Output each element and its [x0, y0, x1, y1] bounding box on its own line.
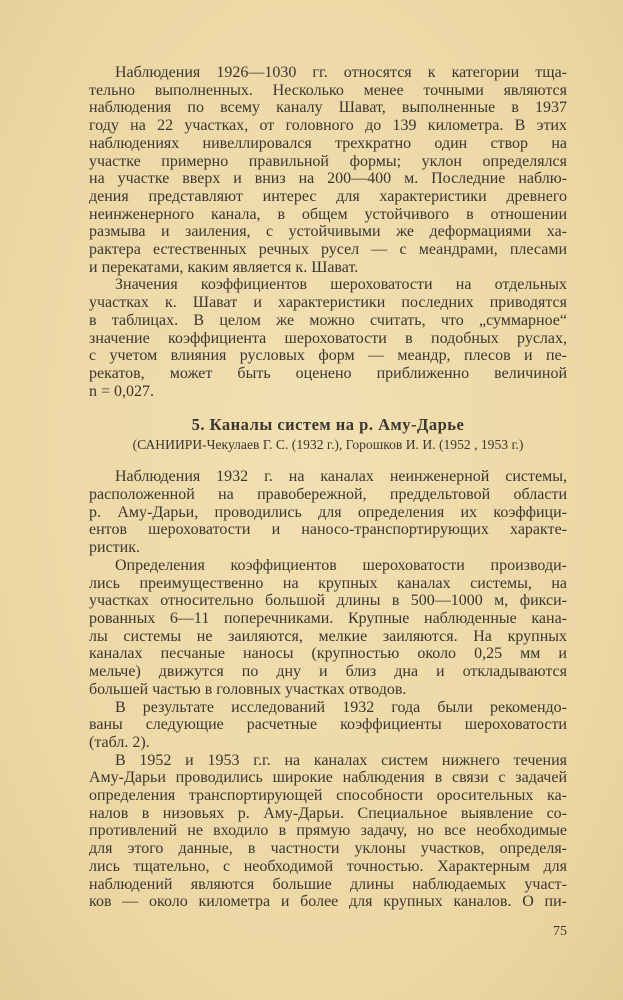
text-line: Наблюдения 1932 г. на каналах неинженерной системы,: [115, 468, 567, 486]
paragraph: [89, 699, 567, 752]
text-line: для этого данные, в частности уклоны участков, определя-: [89, 840, 567, 858]
text-line: на участке вверх и вниз на 200—400 м. Последние наблю-: [89, 170, 567, 188]
text-line: и перекатами, каким является к. Шават.: [89, 258, 359, 276]
text-line: В 1952 и 1953 г.г. на каналах систем нижнего течения: [115, 751, 567, 769]
text-line: определения транспортирующей способности оросительных ка-: [89, 787, 567, 805]
text-line: лись преимущественно на крупных каналах системы, на: [89, 574, 567, 592]
paragraph: [89, 752, 567, 911]
text-line: ков — около километра и более для крупных каналов. О пи-: [89, 893, 567, 911]
text-line: неинженерного канала, в общем устойчивого в отношении: [89, 205, 567, 223]
text-line: значение коэффициента шероховатости в подобных руслах,: [89, 329, 567, 347]
text-line: Определения коэффициентов шероховатости производи-: [115, 556, 567, 574]
text-line: рактера естественных речных русел — с меандрами, плесами: [89, 241, 567, 259]
text-line: участках относительно большой длины в 500—1000 м, фикси-: [89, 592, 567, 610]
text-column: [89, 64, 567, 941]
text-line: каналах песчаные наносы (крупностью около 0,25 мм и: [89, 645, 567, 663]
text-line: рованных 6—11 поперечниками. Крупные наблюденные кана-: [89, 609, 567, 627]
paragraph: [89, 64, 567, 276]
paragraph: [89, 468, 567, 557]
text-line: наблюдения по всему каналу Шават, выполненные в 1937: [89, 99, 567, 117]
text-line: наблюдениях нивеллировался трехкратно один створ на: [89, 134, 567, 152]
text-line: размыва и заиления, с устойчивыми же деформациями ха-: [89, 223, 567, 241]
section-heading: 5. Каналы систем на р. Аму-Дарье: [191, 415, 465, 435]
paragraph: [89, 557, 567, 699]
text-line: Значения коэффициентов шероховатости на отдельных: [115, 276, 567, 294]
text-line: в таблицах. В целом же можно считать, что „суммарное“: [89, 311, 567, 329]
text-line: году на 22 участках, от головного до 139 километра. В этих: [89, 117, 567, 135]
text-line: дения представляют интерес для характеристики древнего: [89, 187, 567, 205]
text-line: мельче) движутся по дну и близ дна и откладываются: [89, 663, 567, 681]
section-subtitle: (САНИИРИ-Чекулаев Г. С. (1932 г.), Горошков И. И. (1952 , 1953 г.): [132, 437, 524, 453]
text-line: ентов шероховатости и наносо-транспортирующих характе-: [89, 521, 567, 539]
text-line: противлений не входило в прямую задачу, но все необходимые: [89, 822, 567, 840]
text-line: с учетом влияния русловых форм — меандр, плесов и пе-: [89, 347, 567, 365]
text-line: большей частью в головных участках отводов.: [89, 680, 407, 698]
text-line: участках к. Шават и характеристики последних приводятся: [89, 294, 567, 312]
text-line: расположенной на правобережной, преддельтовой области: [89, 486, 567, 504]
text-line: ваны следующие расчетные коэффициенты шероховатости: [89, 716, 567, 734]
text-line: р. Аму-Дарьи, проводились для определения их коэффици-: [89, 503, 567, 521]
text-line: тельно выполненных. Несколько менее точными являются: [89, 81, 567, 99]
text-line: В результате исследований 1932 года были рекомендо-: [115, 698, 567, 716]
text-line: лы системы не заиляются, мелкие заиляются. На крупных: [89, 627, 567, 645]
text-line: Наблюдения 1926—1030 гг. относятся к категории тща-: [115, 64, 567, 81]
text-line: n = 0,027.: [89, 382, 155, 400]
text-line: налов в низовьях р. Аму-Дарьи. Специальное выявление со-: [89, 804, 567, 822]
paragraph: [89, 276, 567, 400]
text-line: лись тщательно, с необходимой точностью. Характерным для: [89, 857, 567, 875]
text-line: рекатов, может быть оценено приближенно величиной: [89, 364, 567, 382]
text-line: Аму-Дарьи проводились широкие наблюдения в связи с задачей: [89, 769, 567, 787]
text-line: ристик.: [89, 539, 140, 557]
text-line: (табл. 2).: [89, 733, 150, 751]
text-line: наблюдений являются большие длины наблюдаемых участ-: [89, 875, 567, 893]
page-number: 75: [553, 923, 567, 939]
text-line: участке примерно правильной формы; уклон определялся: [89, 152, 567, 170]
